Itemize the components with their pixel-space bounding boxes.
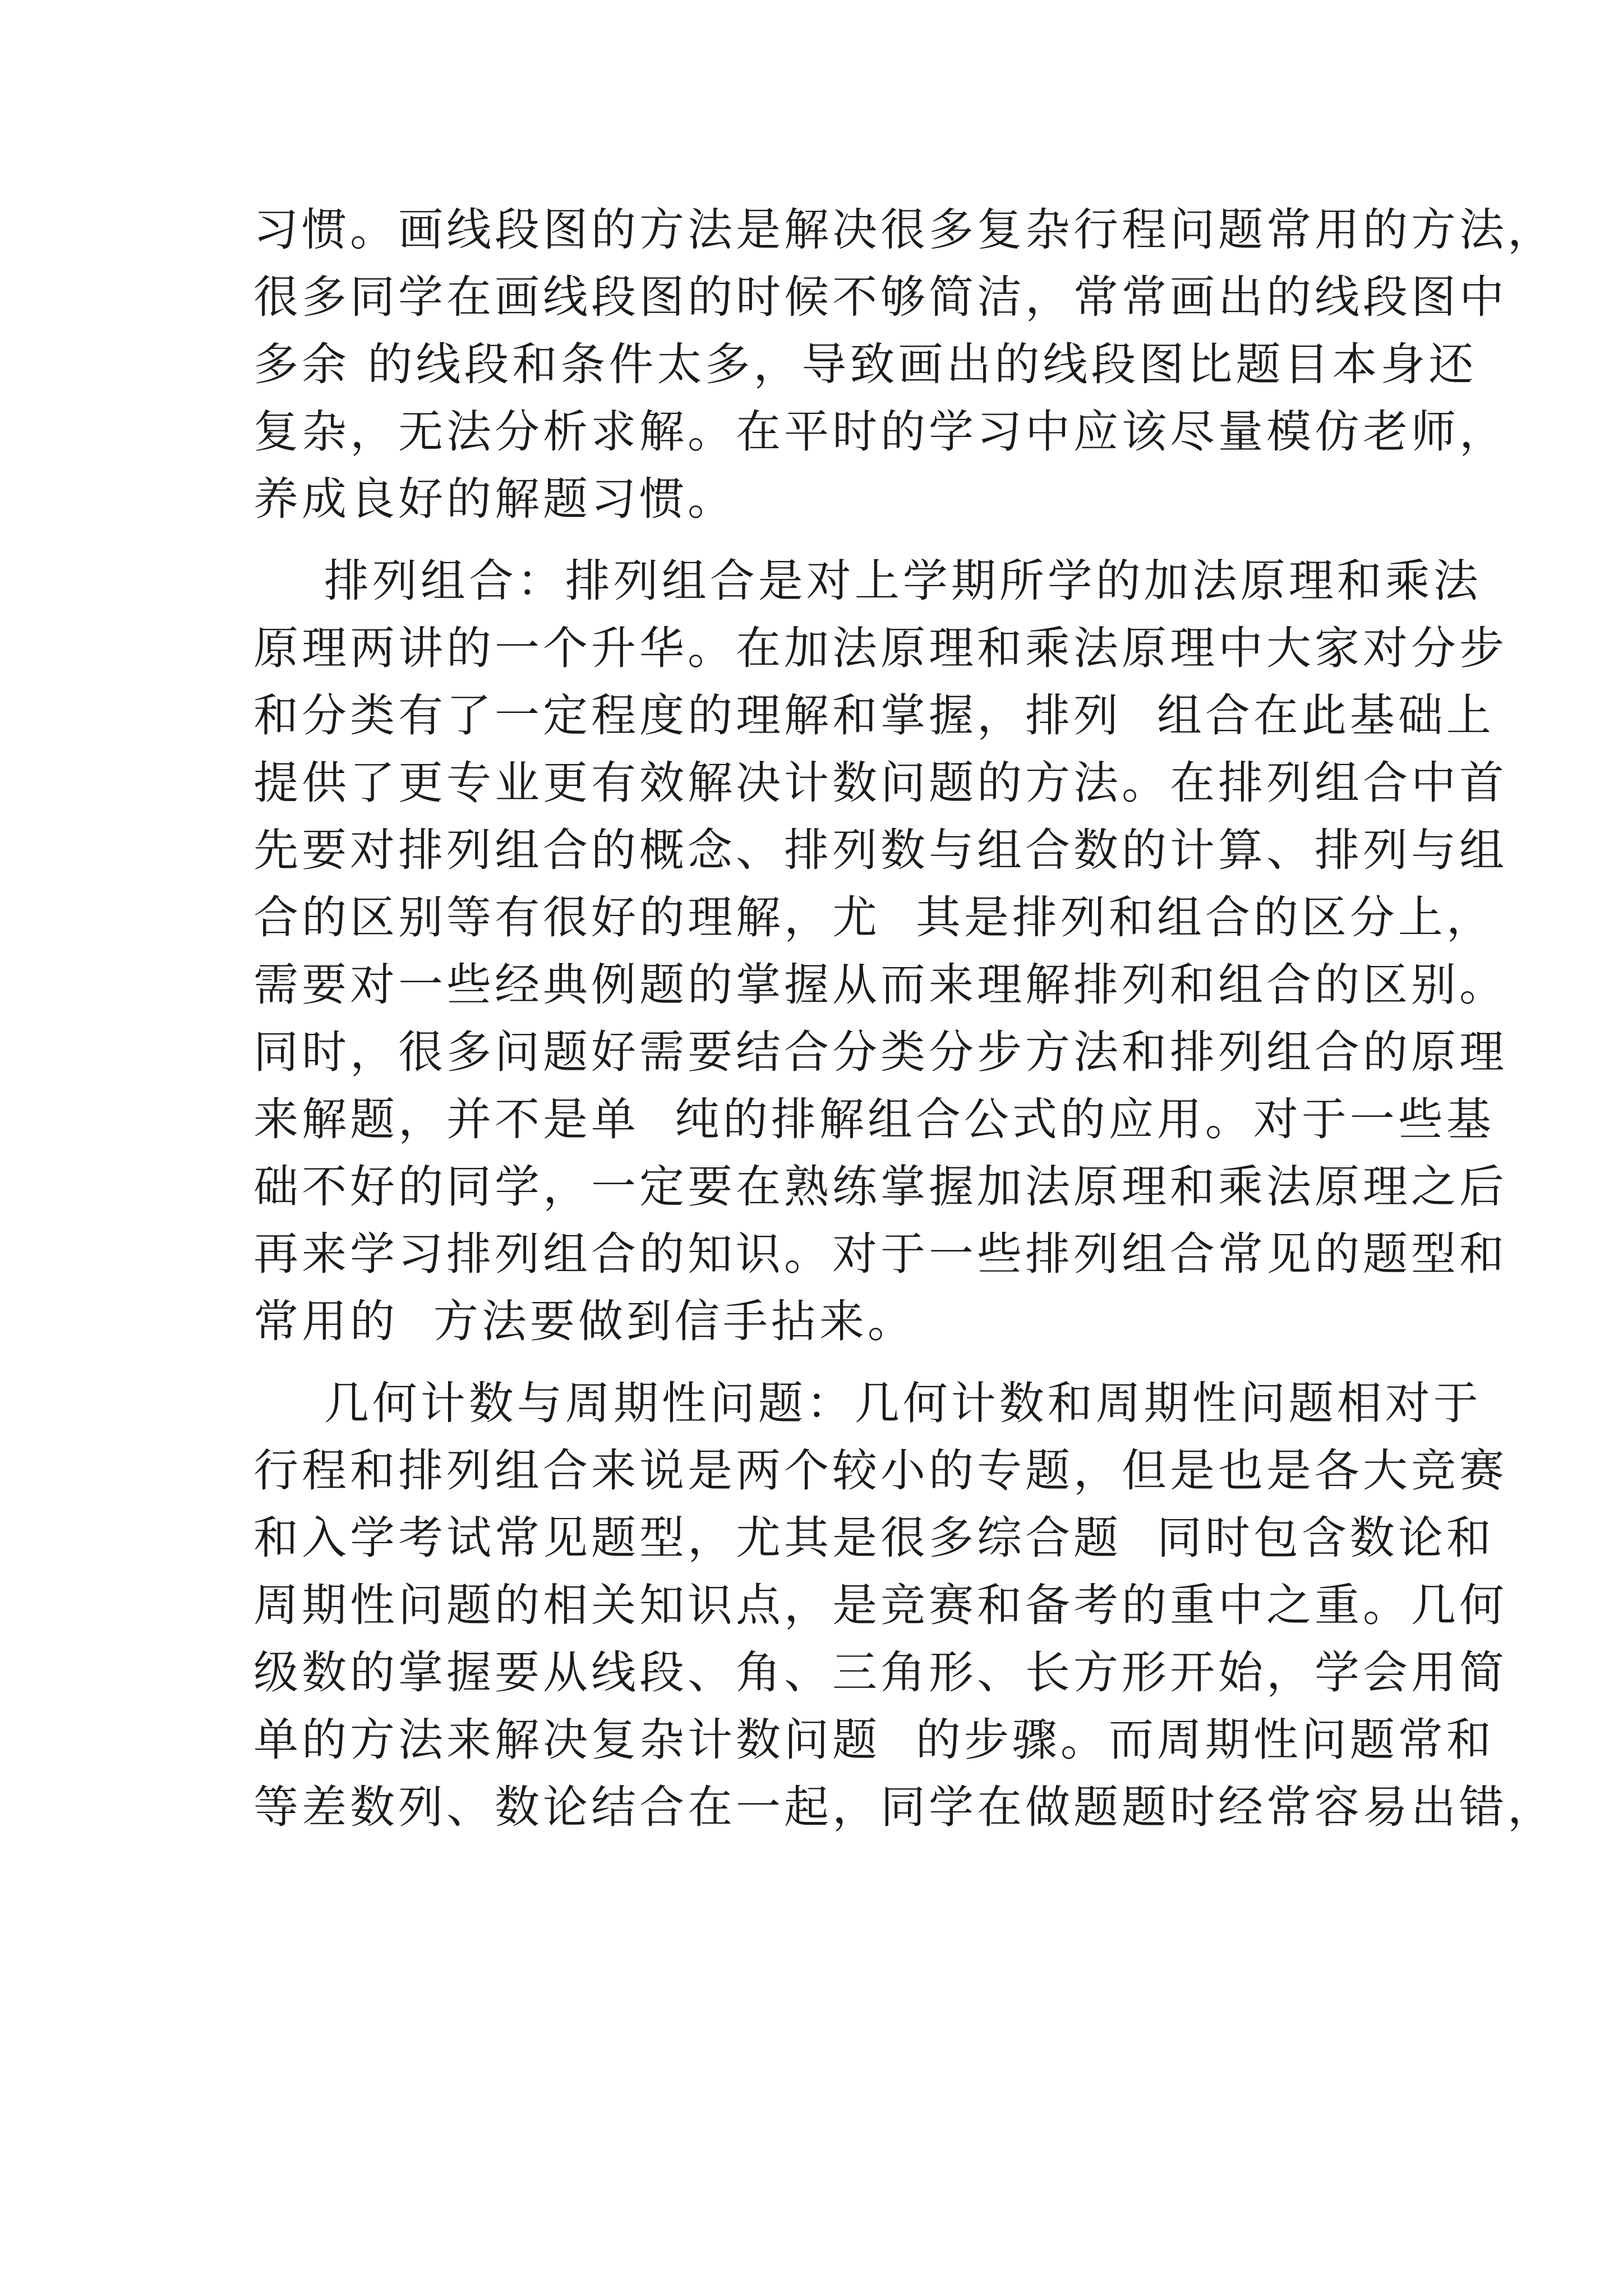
text-line: 需要对一些经典例题的掌握从而来理解排列和组合的区别。: [253, 959, 1507, 1011]
text-line: 先要对排列组合的概念、排列数与组合数的计算、排列与组: [253, 824, 1507, 876]
text-line: 多余 的线段和条件太多，导致画出的线段图比题目本身还: [253, 338, 1477, 390]
text-line: 等差数列、数论结合在一起，同学在做题题时经常容易出错，: [253, 1781, 1556, 1833]
text-line: 提供了更专业更有效解决计数问题的方法。在排列组合中首: [253, 757, 1507, 809]
text-line: 复杂，无法分析求解。在平时的学习中应该尽量模仿老师，: [253, 406, 1507, 458]
paragraph-line-segment-habits: [253, 196, 1556, 533]
text-line: 很多同学在画线段图的时候不够简洁，常常画出的线段图中: [253, 271, 1507, 323]
text-line: 再来学习排列组合的知识。对于一些排列组合常见的题型和: [253, 1228, 1507, 1280]
paragraph-geometry-periodicity: [253, 1370, 1556, 1841]
text-line: 排列组合：排列组合是对上学期所学的加法原理和乘法: [253, 555, 1482, 607]
text-line: 和入学考试常见题型，尤其是很多综合题 同时包含数论和: [253, 1512, 1495, 1564]
text-line: 来解题，并不是单 纯的排解组合公式的应用。对于一些基: [253, 1093, 1495, 1145]
text-line: 单的方法来解决复杂计数问题 的步骤。而周期性问题常和: [253, 1714, 1495, 1766]
text-line: 同时，很多问题好需要结合分类分步方法和排列组合的原理: [253, 1026, 1507, 1078]
paragraph-permutation-combination: [253, 547, 1507, 1355]
text-line: 合的区别等有很好的理解，尤 其是排列和组合的区分上，: [253, 891, 1495, 944]
text-line: 行程和排列组合来说是两个较小的专题，但是也是各大竞赛: [253, 1444, 1507, 1497]
text-line: 原理两讲的一个升华。在加法原理和乘法原理中大家对分步: [253, 622, 1507, 674]
text-line: 级数的掌握要从线段、角、三角形、长方形开始，学会用简: [253, 1646, 1507, 1699]
document-text-body: [253, 196, 1556, 1856]
text-line: 常用的 方法要做到信手拈来。: [253, 1295, 916, 1347]
text-line: 几何计数与周期性问题：几何计数和周期性问题相对于: [253, 1377, 1482, 1429]
text-line: 础不好的同学，一定要在熟练掌握加法原理和乘法原理之后: [253, 1161, 1507, 1213]
text-line: 和分类有了一定程度的理解和掌握，排列 组合在此基础上: [253, 689, 1495, 742]
text-line: 养成良好的解题习惯。: [253, 473, 736, 525]
text-line: 周期性问题的相关知识点，是竞赛和备考的重中之重。几何: [253, 1579, 1507, 1631]
text-line: 习惯。画线段图的方法是解决很多复杂行程问题常用的方法，: [253, 204, 1556, 256]
